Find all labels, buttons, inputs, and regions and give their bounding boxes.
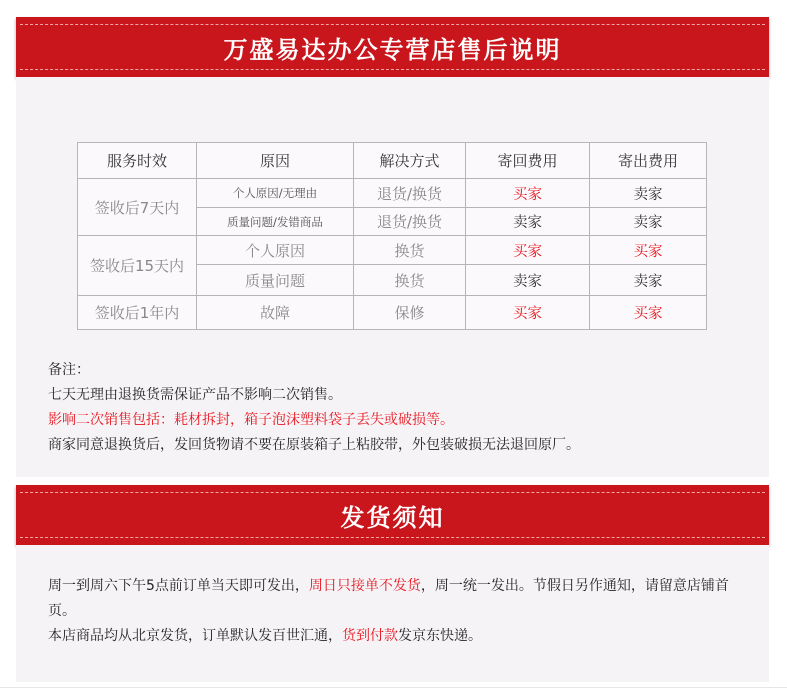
ship-fee-cell: 卖家 bbox=[590, 179, 707, 208]
header-solution: 解决方式 bbox=[354, 143, 466, 179]
return-fee-cell: 买家 bbox=[466, 179, 590, 208]
return-fee-cell: 卖家 bbox=[466, 208, 590, 236]
table-row bbox=[78, 179, 707, 208]
reason-cell: 质量问题/发错商品 bbox=[197, 208, 354, 236]
shipping-header-banner bbox=[16, 485, 769, 545]
shipping-notice bbox=[48, 574, 748, 649]
return-fee-cell: 买家 bbox=[466, 296, 590, 330]
period-cell: 签收后7天内 bbox=[78, 179, 197, 236]
after-sales-table bbox=[77, 142, 707, 330]
notes-label: 备注： bbox=[48, 362, 90, 378]
reason-cell: 质量问题 bbox=[197, 265, 354, 296]
ship-fee-cell: 买家 bbox=[590, 236, 707, 265]
reason-cell: 个人原因 bbox=[197, 236, 354, 265]
shipping-text: 发京东快递。 bbox=[398, 628, 482, 644]
table-row bbox=[78, 236, 707, 265]
method-cell: 退货/换货 bbox=[354, 179, 466, 208]
reason-cell: 个人原因/无理由 bbox=[197, 179, 354, 208]
header-return-fee: 寄回费用 bbox=[466, 143, 590, 179]
ship-fee-cell: 买家 bbox=[590, 296, 707, 330]
header-reason: 原因 bbox=[197, 143, 354, 179]
notes-line-highlight: 影响二次销售包括：耗材拆封，箱子泡沫塑料袋子丢失或破损等。 bbox=[48, 412, 454, 428]
method-cell: 换货 bbox=[354, 236, 466, 265]
header-ship-fee: 寄出费用 bbox=[590, 143, 707, 179]
after-sales-header-banner bbox=[16, 17, 769, 77]
header-service-period: 服务时效 bbox=[78, 143, 197, 179]
ship-fee-cell: 卖家 bbox=[590, 208, 707, 236]
shipping-paragraph bbox=[48, 624, 748, 649]
shipping-text: 周一到周六下午5点前订单当天即可发出， bbox=[48, 578, 309, 594]
notes-section bbox=[48, 358, 748, 458]
notes-line: 商家同意退换货后，发回货物请不要在原装箱子上粘胶带，外包装破损无法退回原厂。 bbox=[48, 437, 580, 453]
notes-line: 七天无理由退换货需保证产品不影响二次销售。 bbox=[48, 387, 342, 403]
method-cell: 退货/换货 bbox=[354, 208, 466, 236]
ship-fee-cell: 卖家 bbox=[590, 265, 707, 296]
method-cell: 换货 bbox=[354, 265, 466, 296]
divider bbox=[0, 687, 787, 688]
shipping-text-highlight: 周日只接单不发货 bbox=[308, 578, 421, 594]
period-cell: 签收后15天内 bbox=[78, 236, 197, 296]
period-cell: 签收后1年内 bbox=[78, 296, 197, 330]
shipping-title: 发货须知 bbox=[340, 503, 445, 532]
after-sales-title: 万盛易达办公专营店售后说明 bbox=[223, 35, 562, 64]
return-fee-cell: 买家 bbox=[466, 236, 590, 265]
reason-cell: 故障 bbox=[197, 296, 354, 330]
table-header-row bbox=[78, 143, 707, 179]
shipping-text: ，周一统一发出。节假日另作通知，请留意店铺首页。 bbox=[48, 578, 729, 619]
method-cell: 保修 bbox=[354, 296, 466, 330]
table-row bbox=[78, 296, 707, 330]
shipping-paragraph bbox=[48, 574, 748, 624]
shipping-text: 本店商品均从北京发货，订单默认发百世汇通， bbox=[48, 628, 342, 644]
shipping-text-highlight: 货到付款 bbox=[342, 628, 398, 644]
return-fee-cell: 卖家 bbox=[466, 265, 590, 296]
